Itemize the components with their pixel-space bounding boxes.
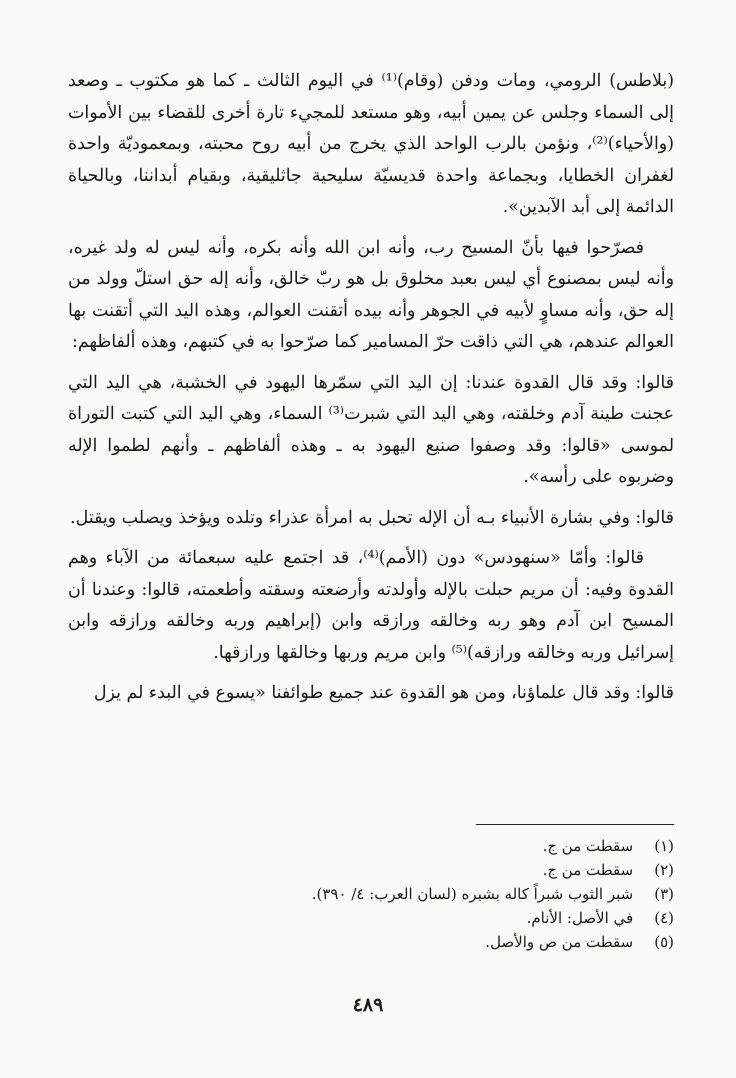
footnote-number: (٢) bbox=[654, 861, 674, 879]
paragraph-3: قالوا: وقد قال القدوة عندنا: إن اليد التي سمّرها اليهود في الخشبة، هي اليد التي عجنت طينة آدم وخلقته، وهي اليد التي شبرت⁽³⁾ السماء، وهي اليد التي كتبت التوراة لموسى «قالوا: وقد وصفوا صنيع اليهود به ـ وهذه ألفاظهم ـ وأنهم لطموا الإله وضربوه على رأسه». bbox=[68, 372, 674, 487]
footnote-text: سقطت من ص والأصل. bbox=[485, 933, 634, 951]
paragraph-2: فصرّحوا فيها بأنّ المسيح رب، وأنه ابن الله وأنه بكره، وأنه ليس له ولد غيره، وأنه ليس بمصنوع أي ليس بعبد مخلوق بل هو ربّ خالق، وأنه إله حق استلّ وولد من إله حق، وأنه مساوٍ لأبيه في الجوهر وأنه بيده أتقنت العوالم، وهذه اليد التي أتقنت بها العوالم عندهم، هي التي ذاقت حرّ المسامير كما صرّحوا به في كتبهم، وهذه ألفاظهم: bbox=[68, 237, 674, 352]
paragraph-1: (بلاطس) الرومي، ومات ودفن (وقام)⁽¹⁾ في اليوم الثالث ـ كما هو مكتوب ـ وصعد إلى السماء وجلس عن يمين أبيه، وهو مستعد للمجيء تارة أخرى للقضاء بين الأموات (والأحياء)⁽²⁾، ونؤمن بالرب الواحد الذي يخرج من أبيه روح محبته، وبمعموديّة واحدة لغفران الخطايا، وبجماعة واحدة قديسيّة سليحية جاثليقية، وبقيام أبداننا، وبالحياة الدائمة إلى أبد الآبدين». bbox=[68, 71, 674, 217]
footnote-divider bbox=[476, 824, 674, 825]
footnote-1 bbox=[68, 834, 674, 858]
footnote-number: (٥) bbox=[654, 933, 674, 951]
page-number: ٤٨٩ bbox=[352, 994, 384, 1016]
main-text bbox=[68, 66, 674, 719]
footnote-text: سقطت من ج. bbox=[542, 837, 634, 855]
paragraph-5: قالوا: وأمّا «سنهودس» دون (الأمم)⁽⁴⁾، قد اجتمع عليه سبعمائة من الآباء وهم القدوة وفيه: أن مريم حبلت بالإله وأولدته وأرضعته وسقته وأطعمته، قالوا: وعندنا أن المسيح ابن آدم وهو ربه وخالقه ورازقه وابن (إبراهيم وربه وخالقه ورازقه وابن إسرائيل وربه وخالقه ورازقه)⁽⁵⁾ وابن مريم وربها وخالقها ورازقها. bbox=[68, 548, 674, 663]
footnote-4 bbox=[68, 906, 674, 930]
footnote-2 bbox=[68, 858, 674, 882]
footnote-text: شبر الثوب شبراً كاله بشبره (لسان العرب: ٤/ ٣٩٠). bbox=[311, 885, 634, 903]
footnote-3 bbox=[68, 882, 674, 906]
footnote-number: (٣) bbox=[654, 885, 674, 903]
footnote-number: (٤) bbox=[654, 909, 674, 927]
footnote-text: في الأصل: الأنام. bbox=[526, 909, 634, 927]
footnote-number: (١) bbox=[654, 837, 674, 855]
paragraph-6: قالوا: وقد قال علماؤنا، ومن هو القدوة عند جميع طوائفنا «يسوع في البدء لم يزل bbox=[93, 683, 674, 703]
footnote-5 bbox=[68, 930, 674, 954]
footnote-text: سقطت من ج. bbox=[542, 861, 634, 879]
footnotes bbox=[68, 834, 674, 954]
paragraph-4: قالوا: وفي بشارة الأنبياء بـه أن الإله تحبل به امرأة عذراء وتلده ويؤخذ ويصلب ويقتل. bbox=[70, 507, 674, 528]
